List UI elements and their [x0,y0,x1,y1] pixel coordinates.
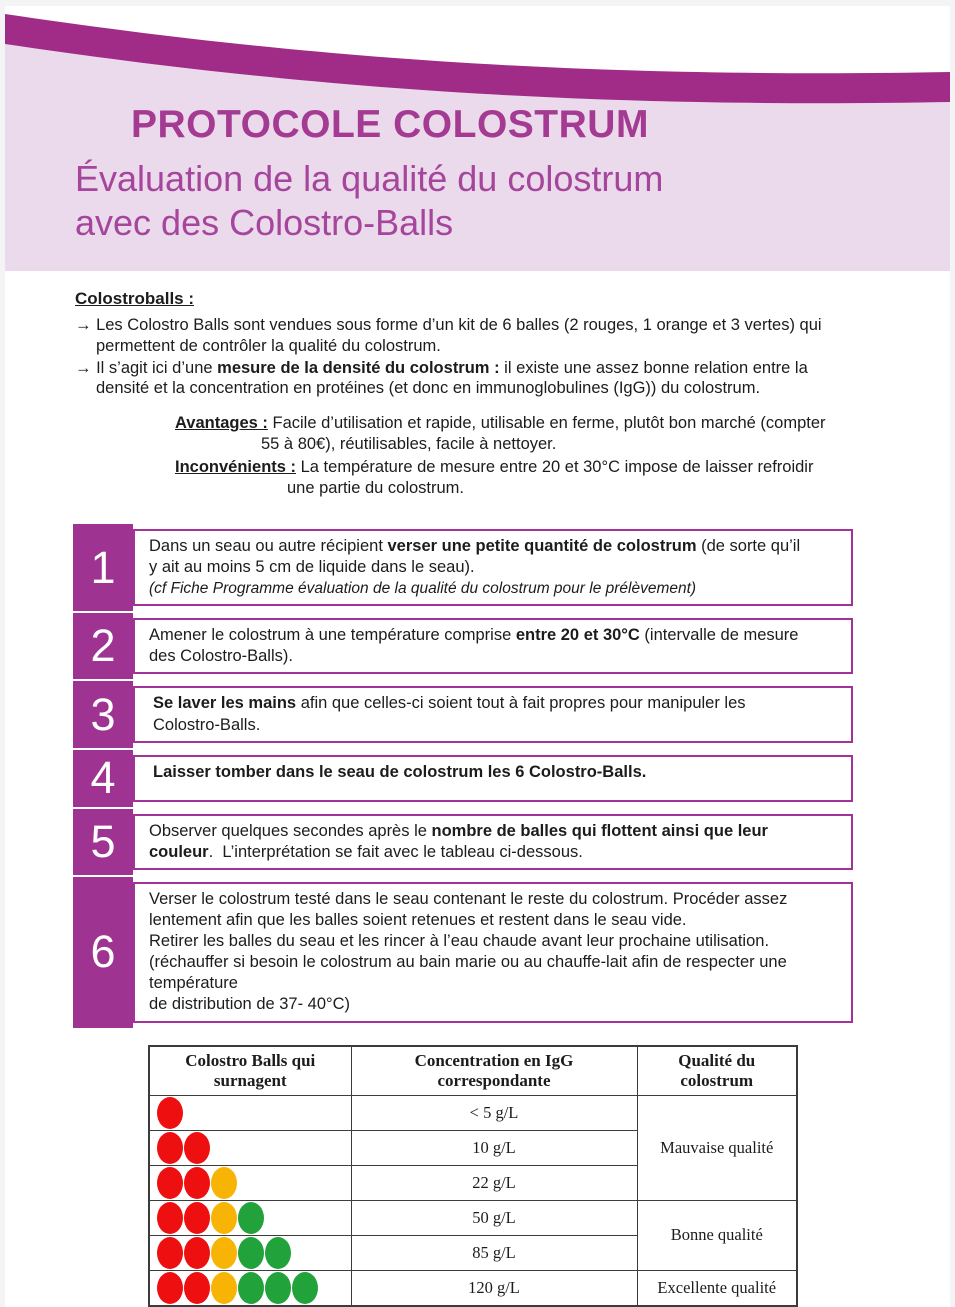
step-content-box: Laisser tomber dans le seau de colostrum les 6 Colostro-Balls. [133,755,853,802]
step-number-badge: 5 [73,809,133,875]
red-ball-icon [184,1237,210,1269]
step-row-1 [73,529,853,606]
step-number-badge: 1 [73,524,133,611]
steps-list [75,529,910,1023]
green-ball-icon [265,1237,291,1269]
orange-ball-icon [211,1272,237,1304]
pros-cons-block [175,413,905,499]
concentration-cell: < 5 g/L [351,1095,637,1130]
balls-cell [149,1235,351,1270]
intro-bullet-densite: → Il s’agit ici d’une mesure de la densité du colostrum : il existe une assez bonne relation entre la densité et la concentration en protéines (et donc en immunoglobulines (IgG)) du colostrum. [75,358,808,398]
red-ball-icon [157,1237,183,1269]
page-subtitle-line2: avec des Colostro-Balls [75,201,454,243]
page-subtitle [75,157,950,245]
step-row-6 [73,882,853,1023]
balls-cell [149,1130,351,1165]
step-number-badge: 3 [73,681,133,747]
header-banner [5,6,950,271]
header-text [5,6,950,245]
table-row [149,1095,797,1130]
red-ball-icon [184,1132,210,1164]
step-content-box: Observer quelques secondes après le nombre de balles qui flottent ainsi que leur couleur. L’interprétation se fait avec le tableau ci-dessous. [133,814,853,870]
table-header-row [149,1046,797,1096]
quality-cell: Excellente qualité [637,1270,797,1306]
quality-table [148,1045,798,1307]
green-ball-icon [265,1272,291,1304]
orange-ball-icon [211,1202,237,1234]
step-row-2 [73,618,853,674]
concentration-cell: 120 g/L [351,1270,637,1306]
col-header-concentration: Concentration en IgG correspondante [351,1046,637,1096]
green-ball-icon [292,1272,318,1304]
red-ball-icon [157,1097,183,1129]
red-ball-icon [184,1202,210,1234]
quality-cell: Mauvaise qualité [637,1095,797,1200]
balls-cell [149,1165,351,1200]
green-ball-icon [238,1202,264,1234]
page-content [5,289,950,1307]
page-title: PROTOCOLE COLOSTRUM [131,103,649,146]
step-number-badge: 4 [73,750,133,807]
quality-cell: Bonne qualité [637,1200,797,1270]
step-content-box: Se laver les mains afin que celles-ci soient tout à fait propres pour manipuler les Colostro-Balls. [133,686,853,742]
step-row-4 [73,752,853,804]
concentration-cell: 50 g/L [351,1200,637,1235]
col-header-quality: Qualité du colostrum [637,1046,797,1096]
concentration-cell: 85 g/L [351,1235,637,1270]
intro-bullet-kit: → Les Colostro Balls sont vendues sous forme d’un kit de 6 balles (2 rouges, 1 orange et 3 vertes) qui permettent de contrôler la qualité du colostrum. [75,316,822,355]
step-number-badge: 6 [73,877,133,1028]
avantages-paragraph: Avantages : Facile d’utilisation et rapide, utilisable en ferme, plutôt bon marché (compter 55 à 80€), réutilisables, facile à nettoyer. [175,414,826,454]
inconvenients-paragraph: Inconvénients : La température de mesure entre 20 et 30°C impose de laisser refroidir une partie du colostrum. [175,458,814,497]
concentration-cell: 10 g/L [351,1130,637,1165]
red-ball-icon [157,1132,183,1164]
orange-ball-icon [211,1167,237,1199]
balls-cell [149,1200,351,1235]
step-row-5 [73,814,853,870]
red-ball-icon [157,1272,183,1304]
page-subtitle-line1: Évaluation de la qualité du colostrum [75,158,664,199]
green-ball-icon [238,1272,264,1304]
step-number-badge: 2 [73,613,133,679]
red-ball-icon [184,1167,210,1199]
step-content-box: Dans un seau ou autre récipient verser une petite quantité de colostrum (de sorte qu’il y ait au moins 5 cm de liquide dans le seau). (cf Fiche Programme évaluation de la qualité du colostrum pour le prélèvement) [133,529,853,606]
page-root [5,6,950,1307]
step-content-box: Amener le colostrum à une température comprise entre 20 et 30°C (intervalle de mesure des Colostro-Balls). [133,618,853,674]
orange-ball-icon [211,1237,237,1269]
section-heading-colostroballs: Colostroballs : [75,289,195,308]
step-content-box: Verser le colostrum testé dans le seau contenant le reste du colostrum. Procéder assez lentement afin que les balles soient retenues et restent dans le seau vide. Retirer les balles du seau et les rincer à l’eau chaude avant leur prochaine utilisation. (réchauffer si besoin le colostrum au bain marie ou au chauffe-lait afin de respecter une température de distribution de 37- 40°C) [133,882,853,1023]
balls-cell [149,1095,351,1130]
red-ball-icon [157,1167,183,1199]
step-row-3 [73,686,853,742]
table-row [149,1270,797,1306]
green-ball-icon [238,1237,264,1269]
table-row [149,1200,797,1235]
red-ball-icon [157,1202,183,1234]
red-ball-icon [184,1272,210,1304]
col-header-balls: Colostro Balls qui surnagent [149,1046,351,1096]
concentration-cell: 22 g/L [351,1165,637,1200]
balls-cell [149,1270,351,1306]
